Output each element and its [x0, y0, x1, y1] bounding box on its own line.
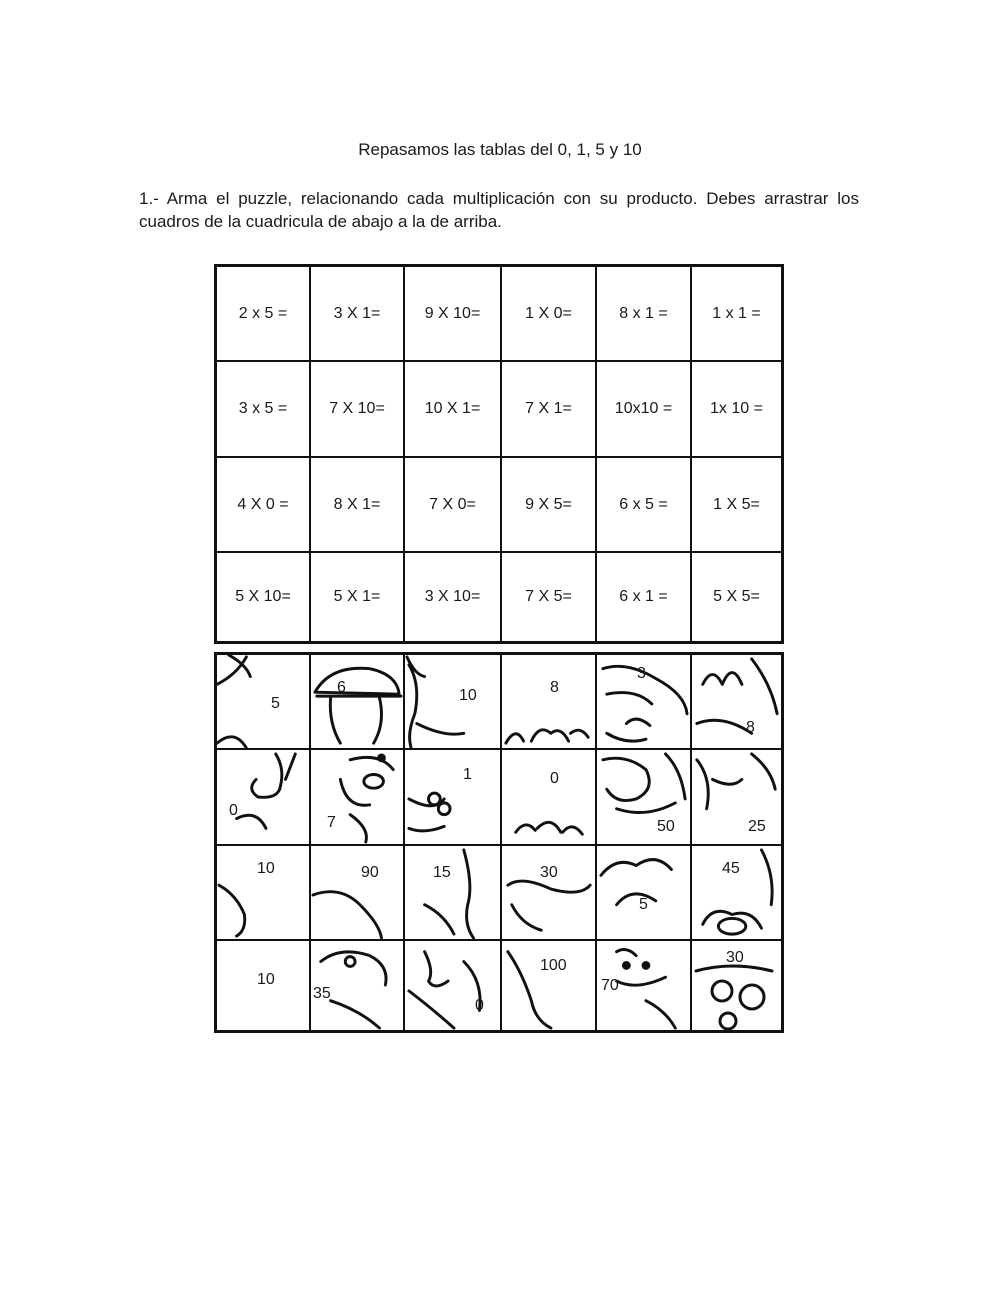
- puzzle-piece[interactable]: [597, 750, 692, 846]
- multiplication-label: 8 x 1 =: [619, 304, 668, 322]
- puzzle-piece[interactable]: [405, 655, 502, 750]
- target-cell[interactable]: [502, 362, 597, 458]
- multiplication-label: 2 x 5 =: [238, 304, 288, 322]
- product-number: 70: [601, 977, 619, 994]
- target-cell[interactable]: [692, 267, 781, 362]
- multiplication-label: 8 X 1=: [333, 495, 381, 513]
- multiplication-label: 1 x 1 =: [712, 304, 761, 322]
- puzzle-piece[interactable]: [502, 846, 597, 941]
- cartoon-fragment-icon: [502, 655, 595, 748]
- target-cell[interactable]: [692, 458, 781, 553]
- cartoon-fragment-icon: [311, 655, 403, 748]
- cartoon-fragment-icon: [502, 750, 595, 844]
- product-number: 90: [361, 864, 379, 881]
- product-number: 30: [540, 864, 558, 881]
- product-number: 35: [313, 985, 331, 1002]
- cartoon-fragment-icon: [692, 750, 781, 844]
- product-number: 8: [746, 719, 755, 736]
- puzzle-piece[interactable]: [217, 655, 311, 750]
- product-number: 0: [229, 802, 238, 819]
- product-number: 5: [639, 896, 648, 913]
- target-cell[interactable]: [311, 553, 405, 641]
- puzzle-piece[interactable]: [311, 750, 405, 846]
- puzzle-piece[interactable]: [311, 941, 405, 1030]
- cartoon-fragment-icon: [405, 846, 500, 939]
- product-number: 30: [726, 949, 744, 966]
- puzzle-piece[interactable]: [502, 750, 597, 846]
- cartoon-fragment-icon: [217, 655, 309, 748]
- multiplication-label: 4 X 0 =: [237, 495, 289, 513]
- target-cell[interactable]: [311, 267, 405, 362]
- product-number: 10: [257, 971, 275, 988]
- multiplication-label: 9 X 10=: [424, 304, 481, 322]
- multiplication-label: 5 X 5=: [713, 588, 760, 605]
- target-cell[interactable]: [502, 458, 597, 553]
- target-cell[interactable]: [597, 553, 692, 641]
- multiplication-label: 5 X 10=: [235, 588, 291, 605]
- target-cell[interactable]: [405, 362, 502, 458]
- page-title: Repasamos las tablas del 0, 1, 5 y 10: [358, 140, 642, 159]
- multiplication-label: 7 X 0=: [429, 495, 476, 513]
- target-cell[interactable]: [692, 362, 781, 458]
- multiplication-label: 3 x 5 =: [238, 400, 288, 417]
- cartoon-fragment-icon: [597, 750, 690, 844]
- puzzle-piece[interactable]: [217, 941, 311, 1030]
- target-cell[interactable]: [405, 267, 502, 362]
- cartoon-fragment-icon: [502, 941, 595, 1030]
- product-number: 1: [463, 766, 472, 783]
- puzzle-piece[interactable]: [311, 846, 405, 941]
- multiplication-label: 5 X 1=: [333, 588, 381, 605]
- cartoon-fragment-icon: [311, 846, 403, 939]
- multiplication-label: 7 X 10=: [329, 400, 385, 417]
- multiplication-label: 3 X 10=: [424, 588, 481, 605]
- target-cell[interactable]: [311, 458, 405, 553]
- multiplication-label: 1x 10 =: [710, 400, 763, 417]
- puzzle-piece[interactable]: [597, 655, 692, 750]
- puzzle-piece[interactable]: [405, 750, 502, 846]
- instruction-text: 1.- Arma el puzzle, relacionando cada multiplicación con su producto. Debes arrastrar los cuadros de la cuadricula de abajo a la de arriba.: [139, 189, 859, 231]
- target-cell[interactable]: [217, 362, 311, 458]
- product-number: 10: [459, 687, 477, 704]
- target-cell[interactable]: [405, 553, 502, 641]
- product-number: 7: [327, 814, 336, 831]
- product-number: 50: [657, 818, 675, 835]
- target-cell[interactable]: [405, 458, 502, 553]
- target-cell[interactable]: [502, 267, 597, 362]
- multiplication-label: 7 X 5=: [525, 588, 572, 605]
- puzzle-piece[interactable]: [692, 750, 781, 846]
- product-number: 6: [337, 679, 346, 696]
- target-cell[interactable]: [597, 458, 692, 553]
- multiplication-label: 3 X 1=: [333, 304, 381, 322]
- product-number: 10: [257, 860, 275, 877]
- cartoon-fragment-icon: [502, 846, 595, 939]
- product-number: 8: [550, 679, 559, 696]
- multiplication-label: 10x10 =: [614, 400, 673, 417]
- puzzle-pieces-grid: [214, 652, 784, 1033]
- cartoon-fragment-icon: [597, 846, 690, 939]
- puzzle-piece[interactable]: [217, 846, 311, 941]
- product-number: 100: [540, 957, 567, 974]
- puzzle-piece[interactable]: [405, 941, 502, 1030]
- multiplication-label: 7 X 1=: [525, 400, 572, 417]
- puzzle-piece[interactable]: [217, 750, 311, 846]
- product-number: 5: [271, 695, 280, 712]
- cartoon-fragment-icon: [405, 655, 500, 748]
- cartoon-fragment-icon: [692, 655, 781, 748]
- product-number: 25: [748, 818, 766, 835]
- product-number: 3: [637, 665, 646, 682]
- puzzle-piece[interactable]: [692, 655, 781, 750]
- puzzle-piece[interactable]: [597, 846, 692, 941]
- multiplication-label: 10 X 1=: [424, 400, 481, 417]
- cartoon-fragment-icon: [405, 750, 500, 844]
- cartoon-fragment-icon: [311, 750, 403, 844]
- cartoon-fragment-icon: [405, 941, 500, 1030]
- target-cell[interactable]: [692, 553, 781, 641]
- target-cell[interactable]: [597, 267, 692, 362]
- target-cell[interactable]: [217, 553, 311, 641]
- puzzle-piece[interactable]: [405, 846, 502, 941]
- puzzle-piece[interactable]: [692, 941, 781, 1030]
- puzzle-piece[interactable]: [692, 846, 781, 941]
- product-number: 15: [433, 864, 451, 881]
- cartoon-fragment-icon: [217, 750, 309, 844]
- multiplication-label: 1 X 5=: [713, 495, 760, 513]
- puzzle-piece[interactable]: [502, 655, 597, 750]
- multiplication-label: 6 x 1 =: [619, 588, 668, 605]
- puzzle-piece[interactable]: [597, 941, 692, 1030]
- product-number: 0: [475, 997, 484, 1014]
- product-number: 0: [550, 770, 559, 787]
- target-cell[interactable]: [597, 362, 692, 458]
- multiplication-label: 1 X 0=: [525, 304, 572, 322]
- product-number: 45: [722, 860, 740, 877]
- target-cell[interactable]: [217, 267, 311, 362]
- multiplication-label: 6 x 5 =: [619, 495, 668, 513]
- puzzle-piece[interactable]: [311, 655, 405, 750]
- multiplication-label: 9 X 5=: [525, 495, 572, 513]
- puzzle-piece[interactable]: [502, 941, 597, 1030]
- target-cell[interactable]: [311, 362, 405, 458]
- target-cell[interactable]: [502, 553, 597, 641]
- target-cell[interactable]: [217, 458, 311, 553]
- target-grid: [214, 264, 784, 644]
